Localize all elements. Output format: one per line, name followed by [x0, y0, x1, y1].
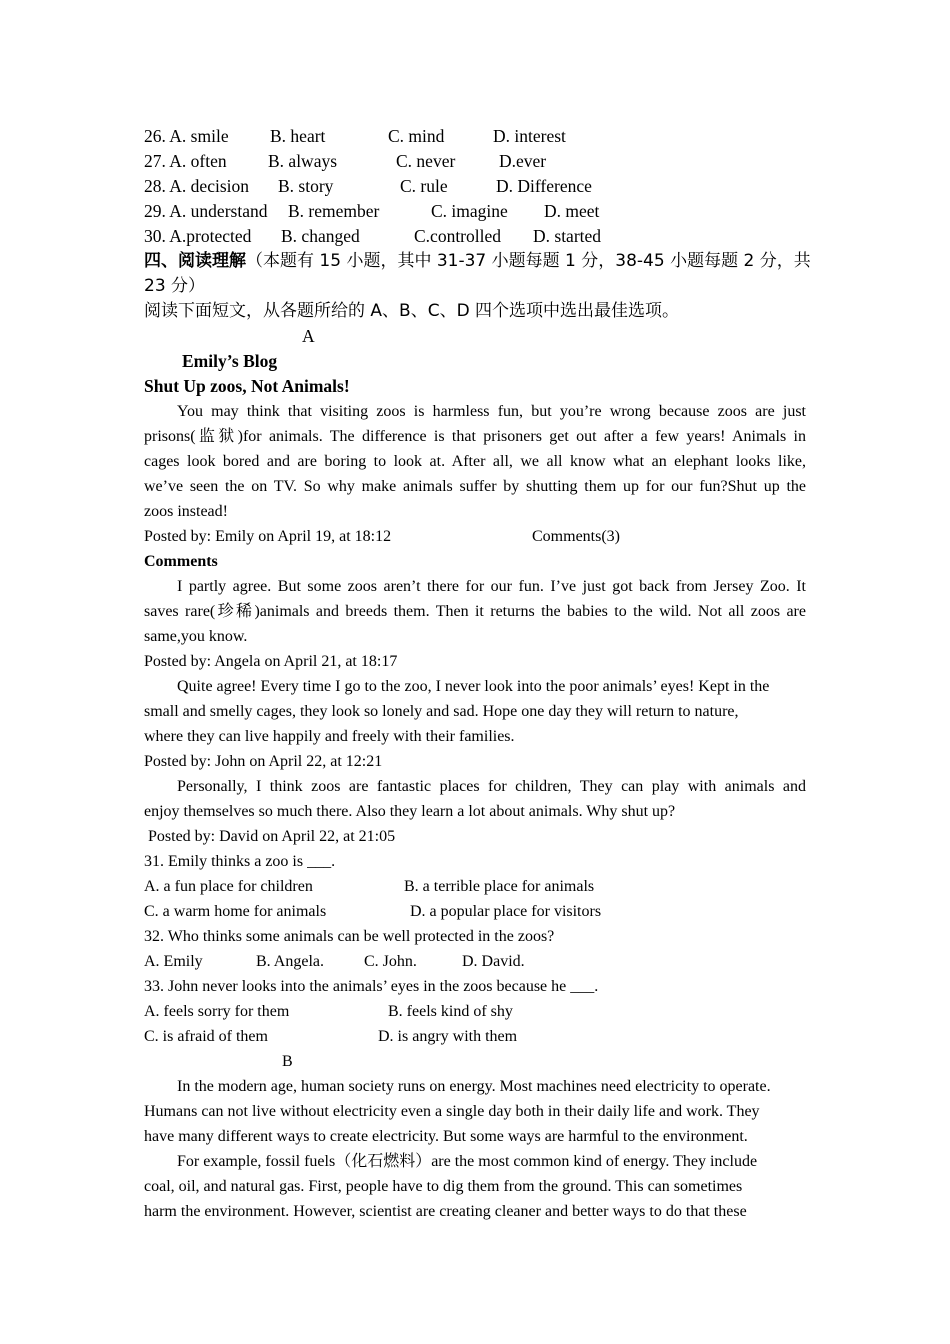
blog-post-line: zoos instead! — [144, 503, 228, 520]
comment-byline: Posted by: David on April 22, at 21:05 — [144, 828, 396, 845]
blog-post-line: prisons(监狱)for animals. The difference is that prisoners get out after a few years! Animals in — [144, 428, 806, 445]
blog-post-line: You may think that visiting zoos is harmless fun, but you’re wrong because zoos are just — [177, 403, 806, 420]
option-b: B. story — [278, 176, 334, 196]
option-d: D. meet — [544, 201, 600, 221]
section-instruction: 阅读下面短文，从各题所给的 A、B、C、D 四个选项中选出最佳选项。 — [144, 301, 680, 321]
option-c: C. is afraid of them — [144, 1028, 268, 1045]
option-d: D. Difference — [496, 176, 592, 196]
passage-b-label — [144, 1049, 806, 1074]
option-d: D. is angry with them — [378, 1028, 518, 1045]
option-c: C.controlled — [414, 226, 501, 246]
option-b: B. Angela. — [256, 953, 324, 970]
option-a: 26. A. smile — [144, 126, 229, 146]
option-row-27 — [144, 149, 806, 174]
comment-line: same,you know. — [144, 628, 248, 645]
comment-line: saves rare(珍稀)animals and breeds them. Then it returns the babies to the wild. Not all zoos are — [144, 603, 806, 620]
exam-page — [144, 124, 811, 1224]
question-32-options — [144, 949, 806, 974]
question-32: 32. Who thinks some animals can be well protected in the zoos? — [144, 928, 555, 945]
comment-byline: Posted by: Angela on April 21, at 18:17 — [144, 653, 398, 670]
option-c: C. John. — [364, 953, 417, 970]
option-b: B. remember — [288, 201, 380, 221]
comment-line: I partly agree. But some zoos aren’t there for our fun. I’ve just got back from Jersey Zoo. It — [177, 578, 806, 595]
passage-line: For example, fossil fuels（化石燃料）are the most common kind of energy. They include — [177, 1153, 758, 1170]
question-31-options-cd — [144, 899, 806, 924]
question-31-options-ab — [144, 874, 806, 899]
option-a: 27. A. often — [144, 151, 227, 171]
blog-post-line: we’ve seen the on TV. So why make animals suffer by shutting them up for our fun?Shut up the — [144, 478, 806, 495]
passage-line: Humans can not live without electricity even a single day both in their daily life and work. They — [144, 1103, 760, 1120]
question-33-options-ab — [144, 999, 806, 1024]
comment-line: Personally, I think zoos are fantastic places for children, They can play with animals and — [177, 778, 806, 795]
question-33-options-cd — [144, 1024, 806, 1049]
blog-headline: Shut Up zoos, Not Animals! — [144, 376, 350, 396]
comment-line: Quite agree! Every time I go to the zoo, I never look into the poor animals’ eyes! Kept in the — [177, 678, 770, 695]
passage-a-label — [144, 324, 806, 349]
option-row-30 — [144, 224, 806, 249]
option-a: A. a fun place for children — [144, 878, 313, 895]
comments-heading: Comments — [144, 553, 218, 570]
option-a: 30. A.protected — [144, 226, 252, 246]
option-d: D.ever — [499, 151, 547, 171]
option-row-26 — [144, 124, 806, 149]
option-b: B. a terrible place for animals — [404, 878, 595, 895]
section-note: （本题有 15 小题，其中 31-37 小题每题 1 分，38-45 小题每题 2 分，共 — [246, 251, 811, 271]
passage-line: In the modern age, human society runs on energy. Most machines need electricity to operate. — [177, 1078, 771, 1095]
option-a: A. Emily — [144, 953, 203, 970]
option-d: D. started — [533, 226, 602, 246]
comment-line: where they can live happily and freely with their families. — [144, 728, 515, 745]
question-31: 31. Emily thinks a zoo is ___. — [144, 853, 336, 870]
option-c: C. rule — [400, 176, 448, 196]
passage-line: coal, oil, and natural gas. First, people have to dig them from the ground. This can sometimes — [144, 1178, 743, 1195]
passage-line: harm the environment. However, scientist are creating cleaner and better ways to do that these — [144, 1203, 747, 1220]
option-d: D. David. — [462, 953, 525, 970]
option-a: A. feels sorry for them — [144, 1003, 290, 1020]
comment-line: small and smelly cages, they look so lonely and sad. Hope one day they will return to nature, — [144, 703, 739, 720]
post-byline-row — [144, 524, 806, 549]
comment-line: enjoy themselves so much there. Also they learn a lot about animals. Why shut up? — [144, 803, 676, 820]
option-b: B. always — [268, 151, 338, 171]
section-heading — [144, 249, 811, 274]
passage-label: A — [302, 326, 315, 346]
option-b: B. changed — [281, 226, 360, 246]
option-c: C. imagine — [431, 201, 508, 221]
comment-byline: Posted by: John on April 22, at 12:21 — [144, 753, 383, 770]
option-d: D. a popular place for visitors — [410, 903, 602, 920]
option-b: B. heart — [270, 126, 326, 146]
option-row-29 — [144, 199, 806, 224]
passage-line: have many different ways to create electricity. But some ways are harmful to the environment. — [144, 1128, 748, 1145]
option-c: C. a warm home for animals — [144, 903, 327, 920]
option-c: C. mind — [388, 126, 445, 146]
blog-title: Emily’s Blog — [182, 351, 278, 371]
option-row-28 — [144, 174, 806, 199]
option-a: 29. A. understand — [144, 201, 268, 221]
option-b: B. feels kind of shy — [388, 1003, 513, 1020]
cloze-options — [144, 124, 806, 249]
blog-post-line: cages look bored and are boring to look at. After all, we all know what an elephant looks like, — [144, 453, 806, 470]
option-d: D. interest — [493, 126, 566, 146]
post-byline: Posted by: Emily on April 19, at 18:12 — [144, 528, 392, 545]
passage-label: B — [282, 1053, 293, 1070]
question-33: 33. John never looks into the animals’ eyes in the zoos because he ___. — [144, 978, 599, 995]
comments-count: Comments(3) — [532, 528, 620, 545]
section-note-cont: 23 分） — [144, 276, 206, 296]
option-a: 28. A. decision — [144, 176, 249, 196]
option-c: C. never — [396, 151, 456, 171]
section-title: 四、阅读理解 — [144, 251, 246, 271]
